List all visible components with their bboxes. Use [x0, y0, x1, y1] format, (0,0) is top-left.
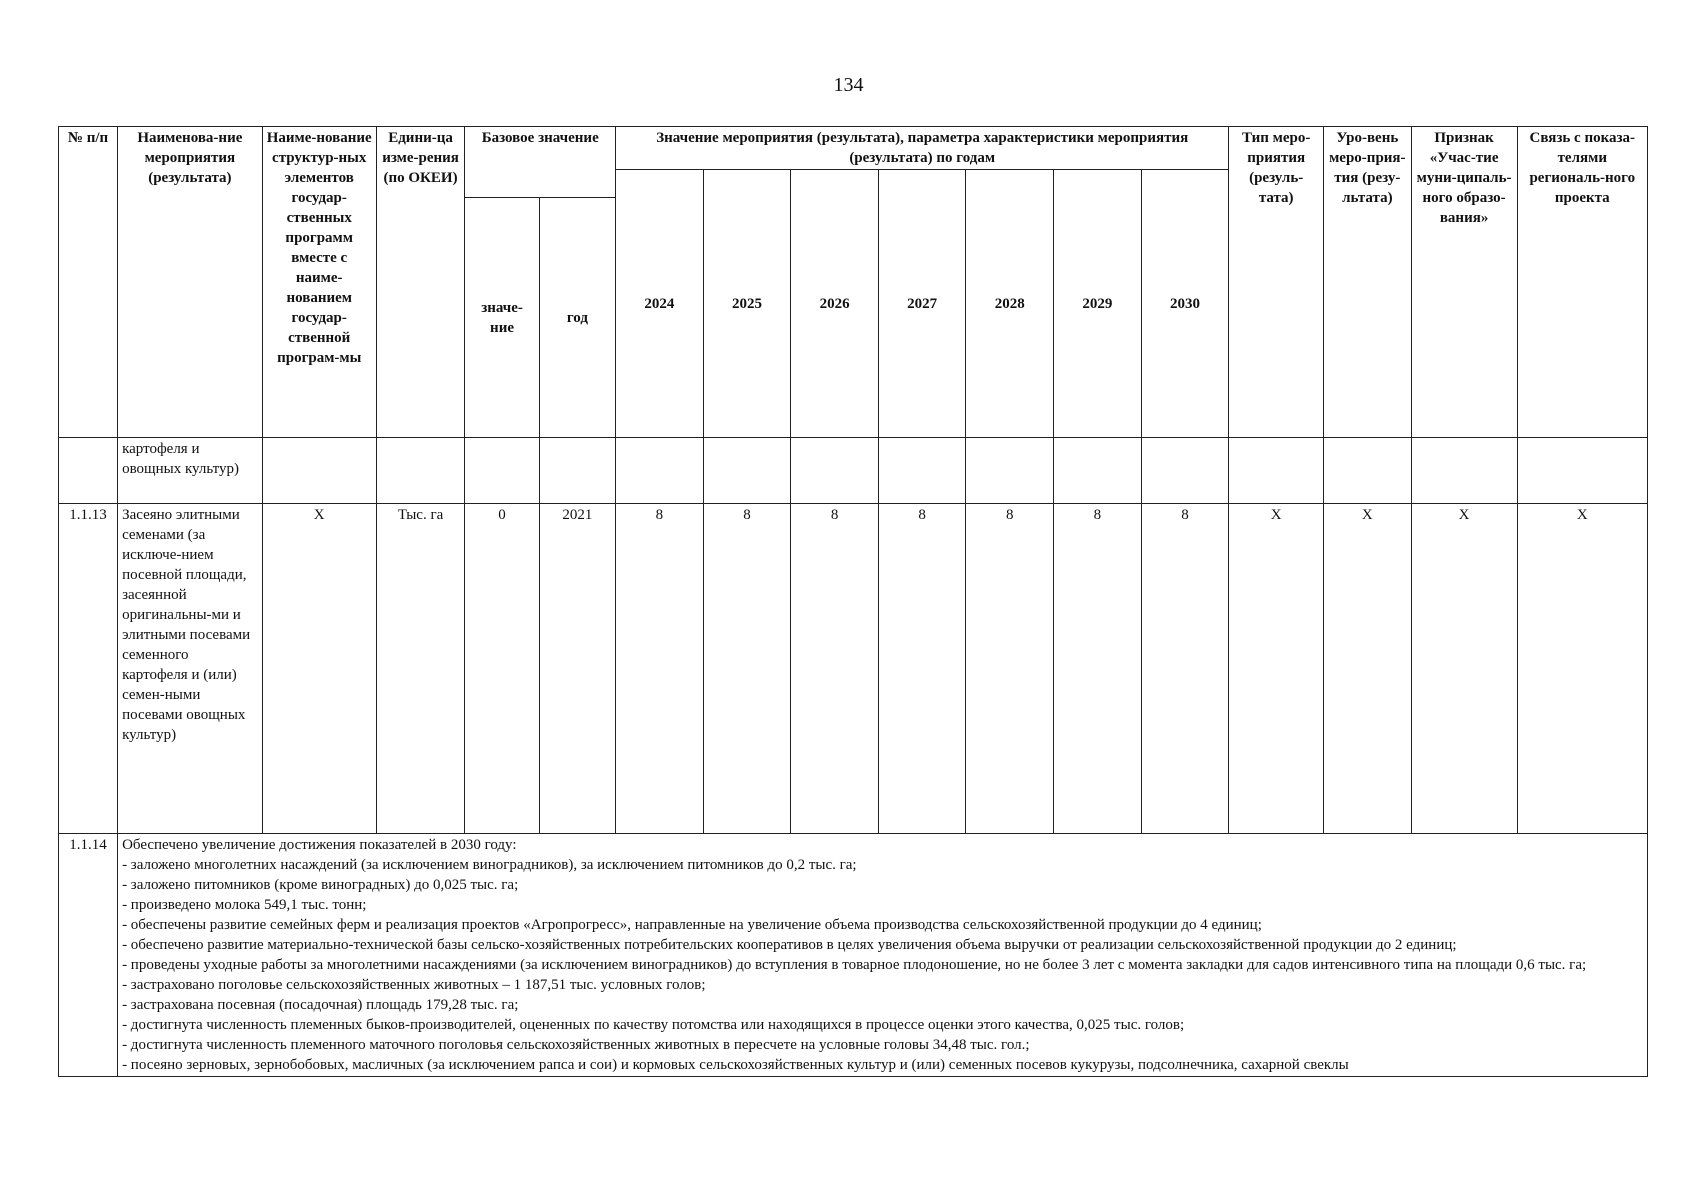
continuation-row: [59, 438, 1648, 504]
header-level: Уро-вень меро-прия-тия (резу-льтата): [1324, 127, 1412, 438]
row-value-2029: 8: [1054, 504, 1142, 834]
header-base-year: год: [539, 198, 615, 438]
header-year-2030: 2030: [1141, 170, 1229, 438]
row-municipal: X: [1411, 504, 1517, 834]
header-municipal: Признак «Учас-тие муни-ципаль-ного образо-вания»: [1411, 127, 1517, 438]
header-base: Базовое значение: [465, 127, 616, 198]
description-line: - проведены уходные работы за многолетними насаждениями (за исключением виноградников) до вступления в товарное плодоношение, но не более 3 лет с момента закладки для садов интенсивного типа на площади 0,6 тыс. га;: [122, 957, 1587, 973]
description-line: - достигнута численность племенного маточного поголовья сельскохозяйственных животных в пересчете на условные головы 34,48 тыс. гол.;: [122, 1037, 1030, 1053]
row-type: X: [1229, 504, 1324, 834]
row-base-value: 0: [465, 504, 539, 834]
row-value-2024: 8: [616, 504, 704, 834]
table-row: [59, 504, 1648, 834]
header-year-2027: 2027: [878, 170, 966, 438]
header-name: Наименова-ние мероприятия (результата): [118, 127, 263, 438]
row-name: Засеяно элитными семенами (за исключе-нием посевной площади, засеянной оригинальны-ми и элитными посевами семенного картофеля и (или) семен-ными посевами овощных культур): [118, 504, 263, 834]
row-num: 1.1.14: [59, 834, 118, 1077]
header-year-2024: 2024: [616, 170, 704, 438]
page-number: 134: [833, 74, 864, 96]
header-num: № п/п: [59, 127, 118, 438]
header-year-2029: 2029: [1054, 170, 1142, 438]
header-base-value: значе-ние: [465, 198, 539, 438]
header-year-2025: 2025: [703, 170, 791, 438]
description-line: - застраховано поголовье сельскохозяйственных животных – 1 187,51 тыс. условных голов;: [122, 977, 706, 993]
header-year-2028: 2028: [966, 170, 1054, 438]
description-line: - заложено многолетних насаждений (за исключением виноградников), за исключением питомников до 0,2 тыс. га;: [122, 857, 857, 873]
row-value-2027: 8: [878, 504, 966, 834]
description-line: - обеспечено развитие материально-технической базы сельско-хозяйственных потребительских кооперативов в целях увеличения объема выручки от реализации сельскохозяйственной продукции до 2 единиц;: [122, 937, 1457, 953]
header-link: Связь с показа-телями региональ-ного проекта: [1517, 127, 1647, 438]
row-unit: Тыс. га: [376, 504, 465, 834]
row-link: X: [1517, 504, 1647, 834]
row-value-2026: 8: [791, 504, 879, 834]
row-value-2030: 8: [1141, 504, 1229, 834]
description-line: - застрахована посевная (посадочная) площадь 179,28 тыс. га;: [122, 997, 519, 1013]
row-level: X: [1324, 504, 1412, 834]
description-line: - достигнута численность племенных быков-производителей, оцененных по качеству потомства или находящихся в процессе оценки этого качества, 0,025 тыс. голов;: [122, 1017, 1185, 1033]
description-line: - посеяно зерновых, зернобобовых, масличных (за исключением рапса и сои) и кормовых сельскохозяйственных культур и (или) семенных посевов кукурузы, подсолнечника, сахарной свеклы: [122, 1057, 1349, 1073]
row-description: [118, 834, 1648, 1077]
row-struct: X: [262, 504, 376, 834]
header-unit: Едини-ца изме-рения (по ОКЕИ): [376, 127, 465, 438]
description-line: - заложено питомников (кроме виноградных) до 0,025 тыс. га;: [122, 877, 519, 893]
measures-table: [58, 126, 1648, 1077]
row-base-year: 2021: [539, 504, 615, 834]
table-row: [59, 834, 1648, 1077]
row-value-2025: 8: [703, 504, 791, 834]
description-line: - обеспечены развитие семейных ферм и реализация проектов «Агропрогресс», направленные на увеличение объема производства сельскохозяйственной продукции до 4 единиц;: [122, 917, 1262, 933]
row-value-2028: 8: [966, 504, 1054, 834]
row-num: 1.1.13: [59, 504, 118, 834]
header-struct: Наиме-нование структур-ных элементов государ-ственных программ вместе с наиме-нованием государ-ственной програм-мы: [262, 127, 376, 438]
continuation-name: картофеля и овощных культур): [118, 438, 263, 504]
description-line: - произведено молока 549,1 тыс. тонн;: [122, 897, 367, 913]
header-year-2026: 2026: [791, 170, 879, 438]
description-line: Обеспечено увеличение достижения показателей в 2030 году:: [122, 837, 517, 853]
header-type: Тип меро-приятия (резуль-тата): [1229, 127, 1324, 438]
header-values-by-year: Значение мероприятия (результата), параметра характеристики мероприятия (результата) по годам: [616, 127, 1229, 170]
